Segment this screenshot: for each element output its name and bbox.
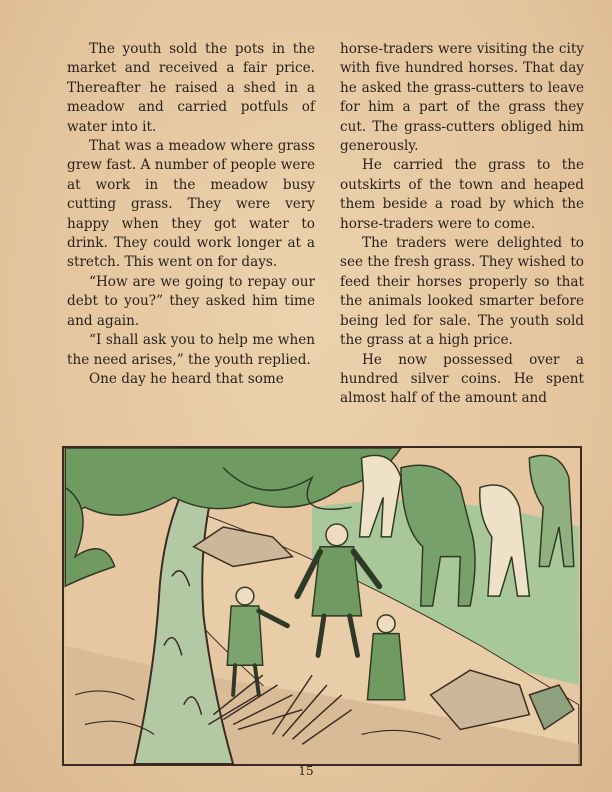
youth-body (227, 606, 263, 665)
grass-cutter-body (367, 634, 405, 700)
paragraph: “How are we going to repay our debt to you?” they asked him time and again. (67, 273, 315, 329)
paragraph: The youth sold the pots in the market and received a fair price. Thereafter he raised a shed in a meadow and carried potfuls of water into it. (67, 41, 315, 135)
paragraph: He now possessed over a hundred silver coins. He spent almost half of the amount and (340, 351, 584, 407)
story-illustration (62, 446, 582, 766)
illustration-drawing (64, 448, 580, 764)
youth-head (236, 587, 254, 605)
trader-head (326, 524, 348, 546)
page-number: 15 (298, 764, 314, 778)
grass-cutter-head (377, 615, 395, 633)
left-text-column (67, 40, 315, 389)
paragraph: The traders were delighted to see the fresh grass. They wished to feed their horses properly so that the animals looked smarter before being led for sale. The youth sold the grass at a high price. (340, 235, 584, 349)
paragraph: He carried the grass to the outskirts of the town and heaped them beside a road by which the horse-traders were to come. (340, 157, 584, 232)
paragraph: “I shall ask you to help me when the need arises,” the youth replied. (67, 332, 315, 368)
paragraph-continued: horse-traders were visiting the city with five hundred horses. That day he asked the grass-cutters to leave for him a part of the grass they cut. The grass-cutters obliged him generously. (340, 41, 584, 155)
paragraph: One day he heard that some (89, 370, 284, 387)
paragraph: That was a meadow where grass grew fast. A number of people were at work in the meadow busy cutting grass. They were very happy when they got water to drink. They could work longer at a stretch. This went on for days. (67, 138, 315, 271)
right-text-column (340, 40, 584, 409)
